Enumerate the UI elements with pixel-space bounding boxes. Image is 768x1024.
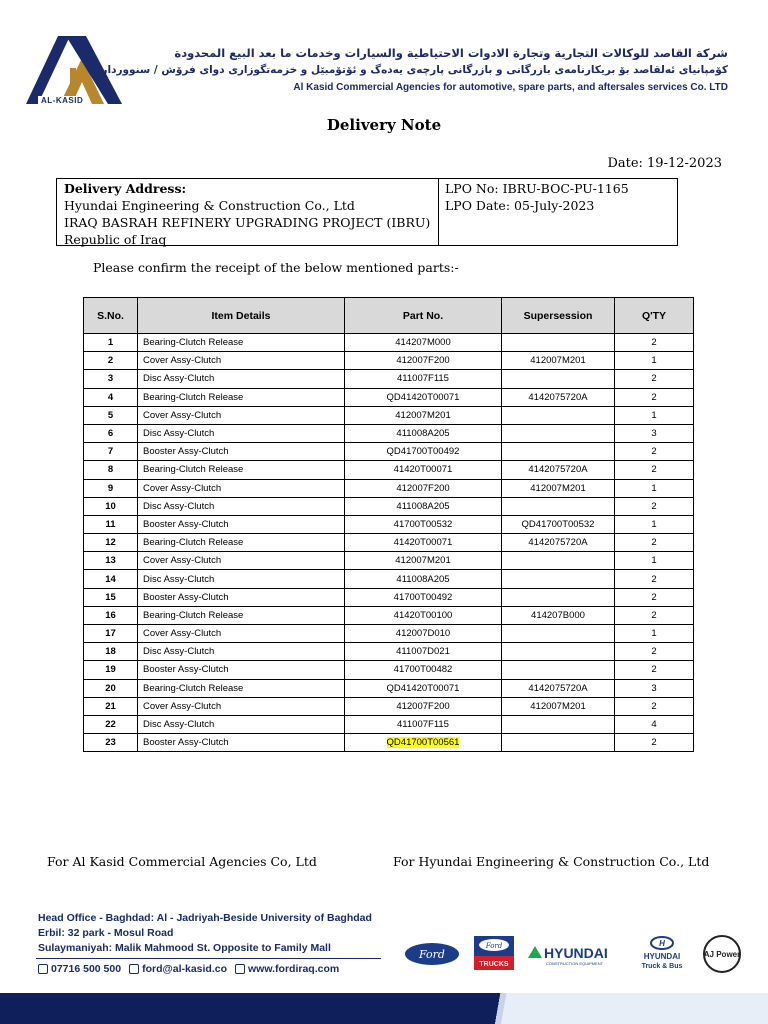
- footer-contacts: [38, 963, 339, 975]
- cell-qty-text: 2: [651, 391, 657, 403]
- cell-qty-text: 3: [651, 682, 657, 694]
- lpo-date: LPO Date: 05-July-2023: [445, 198, 595, 213]
- cell-part-no-text: 414207M000: [395, 337, 451, 349]
- aj-power-logo: [704, 936, 740, 972]
- cell-part-no: [345, 424, 502, 442]
- company-name-arabic: شركة القاصد للوكالات التجارية وتجارة الادوات الاحتياطية والسيارات وخدمات ما بعد البيع المحدودة: [174, 46, 728, 60]
- cell-qty-text: 2: [651, 737, 657, 749]
- cell-sno: [84, 370, 138, 388]
- svg-text:HYUNDAI: HYUNDAI: [544, 945, 608, 961]
- cell-qty: [615, 497, 694, 515]
- cell-sno: [84, 424, 138, 442]
- cell-item-details: [138, 606, 345, 624]
- cell-part-no: [345, 679, 502, 697]
- cell-supersession: [502, 443, 615, 461]
- cell-part-no: [345, 443, 502, 461]
- svg-text:Ford: Ford: [419, 948, 445, 961]
- cell-part-no-text: 41700T00532: [393, 518, 453, 530]
- cell-sno: [84, 679, 138, 697]
- cell-qty: [615, 370, 694, 388]
- cell-part-no: [345, 352, 502, 370]
- cell-qty-text: 2: [651, 591, 657, 603]
- hyundai-ce-logo: [528, 945, 608, 966]
- cell-part-no-text: QD41700T00492: [386, 446, 460, 458]
- cell-supersession-text: 4142075720A: [528, 464, 588, 476]
- cell-supersession-text: 412007M201: [530, 355, 586, 367]
- table-row: [84, 443, 694, 461]
- cell-qty-text: 1: [651, 355, 657, 367]
- cell-supersession-text: 4142075720A: [528, 537, 588, 549]
- cell-item-details: [138, 625, 345, 643]
- cell-item-details: [138, 406, 345, 424]
- cell-qty-text: 2: [651, 537, 657, 549]
- cell-part-no-text: 411008A205: [396, 428, 450, 440]
- cell-qty-text: 1: [651, 409, 657, 421]
- cell-qty-text: 2: [651, 446, 657, 458]
- cell-item-details-text: Disc Assy-Clutch: [143, 500, 215, 512]
- cell-part-no: [345, 515, 502, 533]
- lpo-details: [439, 179, 677, 245]
- cell-supersession: [502, 570, 615, 588]
- cell-supersession: [502, 515, 615, 533]
- cell-sno-text: 11: [105, 518, 116, 530]
- cell-item-details: [138, 388, 345, 406]
- parts-table: [83, 297, 694, 752]
- table-row: [84, 388, 694, 406]
- table-row: [84, 406, 694, 424]
- email-contact: [129, 963, 227, 975]
- cell-qty: [615, 352, 694, 370]
- cell-part-no-text: 411008A205: [396, 573, 450, 585]
- cell-sno-text: 3: [107, 373, 114, 385]
- cell-part-no-text: QD41420T00071: [386, 391, 460, 403]
- cell-item-details-text: Booster Assy-Clutch: [143, 518, 229, 530]
- cell-qty-text: 1: [651, 482, 657, 494]
- cell-item-details: [138, 334, 345, 352]
- cell-item-details-text: Cover Assy-Clutch: [143, 555, 222, 567]
- cell-part-no-text: 411007F115: [397, 373, 449, 385]
- table-row: [84, 497, 694, 515]
- brand-logos: [404, 932, 744, 976]
- cell-qty: [615, 606, 694, 624]
- cell-item-details: [138, 479, 345, 497]
- confirm-text: Please confirm the receipt of the below mentioned parts:-: [93, 260, 459, 275]
- table-row: [84, 424, 694, 442]
- cell-part-no-text: 41700T00482: [393, 664, 453, 676]
- footer-band-accent: [470, 993, 768, 1024]
- cell-item-details: [138, 552, 345, 570]
- cell-qty-text: 2: [651, 609, 657, 621]
- company-name-kurdish: کۆمپانیای ئەلقاصد بۆ بریکارنامەی بازرگانی و بازرگانی پارچەی یەدەگ و ئۆتۆمبێل و خزمەتگوزاری دوای فرۆش / سنووردار: [101, 64, 728, 76]
- cell-supersession: [502, 661, 615, 679]
- cell-supersession: [502, 734, 615, 752]
- cell-sno: [84, 352, 138, 370]
- cell-qty-text: 1: [651, 518, 657, 530]
- cell-sno-text: 7: [107, 446, 114, 458]
- cell-sno: [84, 661, 138, 679]
- cell-part-no-text: 41420T00071: [393, 537, 453, 549]
- cell-part-no-text: QD41420T00071: [386, 682, 460, 694]
- table-header-row: [84, 298, 694, 334]
- table-row: [84, 370, 694, 388]
- cell-item-details-text: Bearing-Clutch Release: [143, 537, 244, 549]
- cell-qty: [615, 461, 694, 479]
- cell-sno: [84, 534, 138, 552]
- cell-qty: [615, 515, 694, 533]
- cell-sno: [84, 443, 138, 461]
- cell-qty: [615, 715, 694, 733]
- cell-item-details: [138, 461, 345, 479]
- delivery-address: [57, 179, 439, 245]
- table-row: [84, 643, 694, 661]
- cell-qty-text: 2: [651, 500, 657, 512]
- cell-part-no: [345, 606, 502, 624]
- cell-item-details-text: Bearing-Clutch Release: [143, 337, 244, 349]
- cell-item-details: [138, 515, 345, 533]
- cell-sno-text: 2: [107, 355, 114, 367]
- cell-supersession: [502, 552, 615, 570]
- email-icon: [129, 964, 139, 974]
- cell-qty-text: 2: [651, 646, 657, 658]
- company-name-english: Al Kasid Commercial Agencies for automotive, spare parts, and aftersales services Co. LTD: [293, 82, 728, 93]
- hyundai-truck-logo: [642, 937, 683, 970]
- cell-part-no-text: 411008A205: [396, 500, 450, 512]
- signature-hyundai: For Hyundai Engineering & Construction Co., Ltd: [393, 854, 710, 869]
- cell-sno-text: 12: [105, 537, 116, 549]
- table-row: [84, 515, 694, 533]
- cell-item-details-text: Bearing-Clutch Release: [143, 391, 244, 403]
- cell-sno-text: 9: [107, 482, 114, 494]
- cell-item-details: [138, 570, 345, 588]
- cell-item-details-text: Bearing-Clutch Release: [143, 609, 244, 621]
- cell-qty-text: 2: [651, 573, 657, 585]
- cell-item-details-text: Booster Assy-Clutch: [143, 664, 229, 676]
- cell-sno: [84, 734, 138, 752]
- cell-part-no: [345, 715, 502, 733]
- cell-item-details: [138, 734, 345, 752]
- header-qty: Q'TY: [615, 298, 694, 334]
- cell-qty: [615, 570, 694, 588]
- cell-part-no-text: 412007F200: [396, 700, 450, 712]
- cell-part-no: [345, 406, 502, 424]
- footer-sulaymaniyah: Sulaymaniyah: Malik Mahmood St. Opposite to Family Mall: [38, 942, 331, 954]
- header-item-details: Item Details: [138, 298, 345, 334]
- cell-qty-text: 2: [651, 664, 657, 676]
- cell-part-no: [345, 552, 502, 570]
- cell-sno: [84, 497, 138, 515]
- cell-sno: [84, 334, 138, 352]
- cell-part-no: [345, 370, 502, 388]
- header-sno: S.No.: [84, 298, 138, 334]
- footer-divider: [36, 958, 381, 959]
- cell-sno: [84, 461, 138, 479]
- cell-part-no: [345, 625, 502, 643]
- cell-supersession: [502, 697, 615, 715]
- cell-sno-text: 16: [105, 609, 116, 621]
- cell-item-details-text: Cover Assy-Clutch: [143, 482, 222, 494]
- cell-qty: [615, 661, 694, 679]
- cell-item-details: [138, 370, 345, 388]
- table-row: [84, 734, 694, 752]
- cell-supersession: [502, 625, 615, 643]
- table-row: [84, 352, 694, 370]
- cell-supersession-text: 4142075720A: [528, 682, 588, 694]
- cell-sno-text: 19: [105, 664, 116, 676]
- cell-supersession: [502, 606, 615, 624]
- cell-item-details: [138, 534, 345, 552]
- table-row: [84, 606, 694, 624]
- cell-supersession: [502, 406, 615, 424]
- phone-icon: [38, 964, 48, 974]
- cell-sno: [84, 643, 138, 661]
- table-row: [84, 570, 694, 588]
- cell-supersession: [502, 479, 615, 497]
- cell-supersession: [502, 352, 615, 370]
- cell-qty: [615, 443, 694, 461]
- cell-item-details-text: Disc Assy-Clutch: [143, 573, 215, 585]
- cell-item-details: [138, 679, 345, 697]
- cell-item-details: [138, 643, 345, 661]
- lpo-number: LPO No: IBRU-BOC-PU-1165: [445, 181, 629, 196]
- cell-supersession: [502, 534, 615, 552]
- cell-supersession-text: QD41700T00532: [521, 518, 595, 530]
- svg-text:H: H: [659, 939, 665, 948]
- delivery-address-label: Delivery Address:: [64, 181, 187, 196]
- cell-sno-text: 6: [107, 428, 114, 440]
- header-supersession: Supersession: [502, 298, 615, 334]
- cell-sno-text: 4: [107, 391, 114, 403]
- cell-item-details: [138, 661, 345, 679]
- cell-qty-text: 2: [651, 373, 657, 385]
- delivery-address-box: [56, 178, 678, 246]
- cell-item-details-text: Bearing-Clutch Release: [143, 464, 244, 476]
- globe-icon: [235, 964, 245, 974]
- cell-item-details: [138, 443, 345, 461]
- cell-supersession: [502, 370, 615, 388]
- cell-part-no-text: 412007F200: [396, 482, 450, 494]
- cell-item-details: [138, 588, 345, 606]
- cell-qty: [615, 479, 694, 497]
- footer-head-office: Head Office - Baghdad: Al - Jadriyah-Beside University of Baghdad: [38, 912, 372, 924]
- cell-part-no: [345, 534, 502, 552]
- cell-qty-text: 1: [651, 628, 657, 640]
- cell-qty-text: 2: [651, 337, 657, 349]
- address-line-2: IRAQ BASRAH REFINERY UPGRADING PROJECT (IBRU): [64, 215, 431, 230]
- cell-part-no: [345, 388, 502, 406]
- document-date: Date: 19-12-2023: [607, 156, 722, 171]
- address-line-1: Hyundai Engineering & Construction Co., Ltd: [64, 198, 355, 213]
- cell-sno-text: 8: [107, 464, 114, 476]
- cell-part-no-text: 41700T00492: [393, 591, 453, 603]
- cell-supersession-text: 412007M201: [530, 482, 586, 494]
- table-row: [84, 625, 694, 643]
- cell-qty: [615, 734, 694, 752]
- cell-sno: [84, 606, 138, 624]
- cell-part-no: [345, 588, 502, 606]
- cell-part-no: [345, 643, 502, 661]
- cell-item-details-text: Booster Assy-Clutch: [143, 737, 229, 749]
- cell-sno: [84, 552, 138, 570]
- cell-item-details: [138, 715, 345, 733]
- cell-supersession: [502, 424, 615, 442]
- cell-sno: [84, 406, 138, 424]
- cell-sno-text: 17: [105, 628, 116, 640]
- table-row: [84, 697, 694, 715]
- cell-sno-text: 22: [105, 719, 116, 731]
- cell-item-details-text: Booster Assy-Clutch: [143, 591, 229, 603]
- cell-part-no: [345, 570, 502, 588]
- cell-supersession: [502, 715, 615, 733]
- svg-text:Ford: Ford: [485, 942, 503, 950]
- cell-supersession: [502, 461, 615, 479]
- website-url: www.fordiraq.com: [248, 963, 340, 975]
- cell-sno-text: 13: [105, 555, 116, 567]
- cell-part-no-text: 412007D010: [395, 628, 451, 640]
- ford-trucks-logo: [474, 936, 514, 970]
- cell-sno: [84, 570, 138, 588]
- table-row: [84, 534, 694, 552]
- cell-item-details-text: Disc Assy-Clutch: [143, 428, 215, 440]
- svg-text:Truck & Bus: Truck & Bus: [641, 963, 683, 970]
- cell-sno-text: 1: [107, 337, 114, 349]
- cell-item-details-text: Booster Assy-Clutch: [143, 446, 229, 458]
- ford-logo: [405, 943, 459, 965]
- cell-item-details: [138, 352, 345, 370]
- svg-text:TRUCKS: TRUCKS: [479, 961, 509, 968]
- cell-item-details-text: Cover Assy-Clutch: [143, 355, 222, 367]
- cell-item-details-text: Disc Assy-Clutch: [143, 373, 215, 385]
- cell-item-details-text: Cover Assy-Clutch: [143, 700, 222, 712]
- cell-sno: [84, 625, 138, 643]
- cell-supersession: [502, 588, 615, 606]
- cell-supersession-text: 412007M201: [530, 700, 586, 712]
- cell-qty: [615, 388, 694, 406]
- cell-part-no-text: 412007M201: [395, 409, 451, 421]
- cell-part-no: [345, 479, 502, 497]
- cell-sno-text: 14: [105, 573, 116, 585]
- cell-sno: [84, 715, 138, 733]
- cell-qty-text: 1: [651, 555, 657, 567]
- cell-part-no: [345, 734, 502, 752]
- logo-text: AL-KASID: [38, 96, 86, 105]
- table-row: [84, 679, 694, 697]
- cell-supersession: [502, 334, 615, 352]
- cell-supersession-text: 414207B000: [531, 609, 585, 621]
- website-contact: [235, 963, 339, 975]
- cell-supersession: [502, 679, 615, 697]
- table-row: [84, 461, 694, 479]
- cell-sno: [84, 388, 138, 406]
- table-row: [84, 334, 694, 352]
- cell-sno-text: 15: [105, 591, 116, 603]
- cell-qty-text: 2: [651, 700, 657, 712]
- footer-erbil: Erbil: 32 park - Mosul Road: [38, 927, 174, 939]
- cell-qty: [615, 424, 694, 442]
- cell-supersession: [502, 497, 615, 515]
- svg-text:HYUNDAI: HYUNDAI: [643, 952, 681, 961]
- cell-item-details-text: Disc Assy-Clutch: [143, 646, 215, 658]
- svg-text:AJ Power: AJ Power: [703, 950, 741, 959]
- cell-part-no-text: 411007D021: [396, 646, 450, 658]
- cell-item-details-text: Cover Assy-Clutch: [143, 409, 222, 421]
- cell-part-no: [345, 334, 502, 352]
- cell-part-no-text: 411007F115: [397, 719, 449, 731]
- cell-item-details: [138, 697, 345, 715]
- cell-sno-text: 5: [107, 409, 114, 421]
- cell-part-no: [345, 497, 502, 515]
- cell-item-details-text: Disc Assy-Clutch: [143, 719, 215, 731]
- cell-qty-text: 2: [651, 464, 657, 476]
- cell-supersession: [502, 388, 615, 406]
- cell-item-details: [138, 424, 345, 442]
- cell-part-no-text: 41420T00071: [393, 464, 453, 476]
- document-title: Delivery Note: [326, 116, 442, 134]
- address-line-3: Republic of Iraq: [64, 232, 167, 247]
- cell-part-no-text: QD41700T00561: [386, 737, 460, 749]
- cell-qty: [615, 588, 694, 606]
- cell-sno-text: 20: [105, 682, 116, 694]
- cell-sno-text: 21: [105, 700, 116, 712]
- cell-part-no-text: 412007M201: [395, 555, 451, 567]
- cell-qty: [615, 625, 694, 643]
- cell-sno: [84, 515, 138, 533]
- cell-part-no: [345, 697, 502, 715]
- header-part-no: Part No.: [345, 298, 502, 334]
- cell-sno: [84, 697, 138, 715]
- table-row: [84, 661, 694, 679]
- cell-supersession-text: 4142075720A: [528, 391, 588, 403]
- cell-sno: [84, 588, 138, 606]
- cell-qty-text: 3: [651, 428, 657, 440]
- email-address: ford@al-kasid.co: [142, 963, 228, 975]
- cell-part-no: [345, 461, 502, 479]
- cell-qty: [615, 334, 694, 352]
- cell-qty: [615, 406, 694, 424]
- cell-qty: [615, 552, 694, 570]
- table-row: [84, 552, 694, 570]
- svg-text:CONSTRUCTION EQUIPMENT: CONSTRUCTION EQUIPMENT: [546, 961, 604, 966]
- table-row: [84, 588, 694, 606]
- cell-qty-text: 4: [651, 719, 657, 731]
- cell-sno-text: 10: [105, 500, 116, 512]
- phone-number: 07716 500 500: [51, 963, 122, 975]
- cell-part-no: [345, 661, 502, 679]
- cell-part-no-text: 412007F200: [396, 355, 450, 367]
- cell-item-details-text: Cover Assy-Clutch: [143, 628, 222, 640]
- cell-supersession: [502, 643, 615, 661]
- cell-qty: [615, 679, 694, 697]
- cell-sno: [84, 479, 138, 497]
- cell-sno-text: 18: [105, 646, 116, 658]
- cell-item-details-text: Bearing-Clutch Release: [143, 682, 244, 694]
- table-row: [84, 715, 694, 733]
- cell-item-details: [138, 497, 345, 515]
- table-row: [84, 479, 694, 497]
- cell-qty: [615, 534, 694, 552]
- cell-qty: [615, 643, 694, 661]
- signature-al-kasid: For Al Kasid Commercial Agencies Co, Ltd: [47, 854, 317, 869]
- cell-sno-text: 23: [105, 737, 116, 749]
- cell-part-no-text: 41420T00100: [393, 609, 453, 621]
- phone-contact: [38, 963, 121, 975]
- cell-qty: [615, 697, 694, 715]
